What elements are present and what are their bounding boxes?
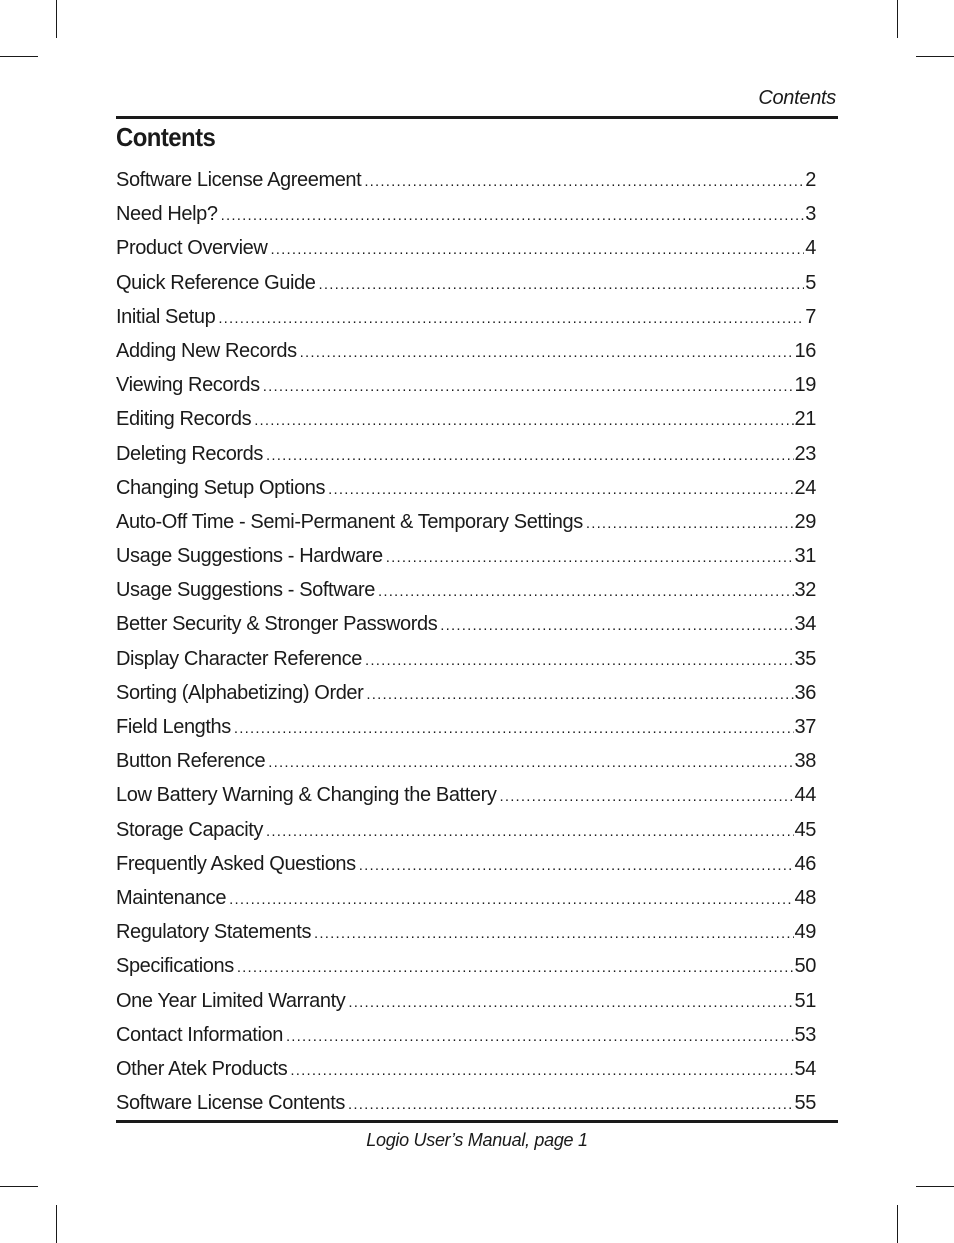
crop-mark-bottom-left-vertical (56, 1205, 57, 1243)
toc-entry-title: Frequently Asked Questions (116, 852, 356, 875)
toc-entry-page: 21 (794, 408, 816, 431)
toc-entry[interactable] (116, 300, 816, 334)
toc-entry-page: 45 (794, 818, 816, 841)
toc-entry-title: Deleting Records (116, 442, 264, 465)
toc-entry-title: Quick Reference Guide (116, 271, 316, 294)
toc-entry-page: 16 (794, 339, 816, 362)
toc-entry-page: 4 (805, 237, 816, 260)
toc-entry[interactable] (116, 915, 816, 949)
toc-entry[interactable] (116, 231, 816, 265)
toc-entry[interactable] (116, 266, 816, 300)
toc-entry-title: Regulatory Statements (116, 921, 312, 944)
toc-entry[interactable] (116, 1086, 816, 1120)
toc-entry[interactable] (116, 607, 816, 641)
toc-entry-title: Need Help? (116, 203, 218, 226)
toc-entry[interactable] (116, 505, 816, 539)
dot-leader (440, 609, 793, 643)
toc-entry-page: 31 (794, 545, 816, 568)
dot-leader (229, 883, 793, 917)
crop-mark-top-left-vertical (56, 0, 57, 38)
toc-entry-page: 3 (805, 203, 816, 226)
dot-leader (290, 1054, 793, 1088)
toc-entry-title: Adding New Records (116, 339, 297, 362)
toc-entry-title: Usage Suggestions - Hardware (116, 545, 383, 568)
toc-entry[interactable] (116, 847, 816, 881)
dot-leader (218, 302, 804, 336)
dot-leader (234, 712, 794, 746)
toc-entry-page: 24 (794, 476, 816, 499)
page-footer: Logio User’s Manual, page 1 (366, 1130, 588, 1150)
toc-entry[interactable] (116, 163, 816, 197)
dot-leader (348, 1088, 794, 1122)
toc-entry-page: 53 (794, 1023, 816, 1046)
crop-mark-top-left-horizontal (0, 56, 38, 57)
toc-entry-page: 35 (794, 647, 816, 670)
toc-entry-title: Display Character Reference (116, 647, 362, 670)
toc-entry[interactable] (116, 881, 816, 915)
dot-leader (348, 986, 793, 1020)
toc-entry-title: Button Reference (116, 750, 266, 773)
toc-entry[interactable] (116, 676, 816, 710)
toc-entry[interactable] (116, 642, 816, 676)
dot-leader (221, 199, 805, 233)
toc-entry-title: Storage Capacity (116, 818, 264, 841)
dot-leader (318, 268, 804, 302)
dot-leader (263, 370, 794, 404)
dot-leader (268, 746, 793, 780)
toc-entry-title: Sorting (Alphabetizing) Order (116, 681, 364, 704)
dot-leader (359, 849, 794, 883)
toc-entry-title: Maintenance (116, 886, 227, 909)
dot-leader (266, 815, 794, 849)
toc-entry-page: 32 (794, 579, 816, 602)
dot-leader (286, 1020, 794, 1054)
toc-entry[interactable] (116, 710, 816, 744)
footer-rule (116, 1120, 838, 1123)
toc-entry[interactable] (116, 949, 816, 983)
toc-entry-page: 19 (794, 374, 816, 397)
crop-mark-top-right-vertical (897, 0, 898, 38)
toc-entry[interactable] (116, 984, 816, 1018)
crop-mark-bottom-left-horizontal (0, 1186, 38, 1187)
toc-entry[interactable] (116, 573, 816, 607)
dot-leader (365, 644, 794, 678)
toc-entry-page: 51 (794, 989, 816, 1012)
toc-entry-title: Specifications (116, 955, 234, 978)
toc-entry-title: Better Security & Stronger Passwords (116, 613, 438, 636)
running-header: Contents (758, 87, 836, 109)
dot-leader (270, 233, 804, 267)
dot-leader (328, 473, 793, 507)
table-of-contents (116, 163, 816, 1120)
dot-leader (266, 439, 794, 473)
toc-entry-page: 49 (794, 921, 816, 944)
toc-entry-page: 34 (794, 613, 816, 636)
toc-entry[interactable] (116, 539, 816, 573)
toc-entry-title: Contact Information (116, 1023, 283, 1046)
toc-entry-page: 46 (794, 852, 816, 875)
toc-entry-title: Changing Setup Options (116, 476, 326, 499)
toc-entry-page: 2 (805, 169, 816, 191)
toc-entry-page: 55 (794, 1092, 816, 1115)
dot-leader (378, 575, 794, 609)
toc-entry-page: 54 (794, 1057, 816, 1080)
dot-leader (364, 165, 804, 199)
toc-entry-title: One Year Limited Warranty (116, 989, 346, 1012)
toc-entry[interactable] (116, 437, 816, 471)
toc-entry[interactable] (116, 197, 816, 231)
dot-leader (386, 541, 794, 575)
toc-entry-page: 29 (794, 510, 816, 533)
dot-leader (300, 336, 794, 370)
toc-entry-title: Software License Contents (116, 1092, 346, 1115)
dot-leader (586, 507, 794, 541)
toc-entry-page: 37 (794, 716, 816, 738)
toc-entry[interactable] (116, 1052, 816, 1086)
crop-mark-bottom-right-horizontal (916, 1186, 954, 1187)
toc-entry-title: Initial Setup (116, 305, 216, 328)
toc-entry-title: Usage Suggestions - Software (116, 579, 375, 602)
toc-entry[interactable] (116, 744, 816, 778)
header-rule (116, 116, 838, 119)
toc-entry-title: Editing Records (116, 408, 252, 431)
toc-entry-title: Auto-Off Time - Semi-Permanent & Temporary Settings (116, 510, 583, 533)
toc-entry-page: 50 (794, 955, 816, 978)
dot-leader (366, 678, 793, 712)
toc-entry[interactable] (116, 471, 816, 505)
dot-leader (254, 404, 793, 438)
crop-mark-bottom-right-vertical (897, 1205, 898, 1243)
toc-entry[interactable] (116, 402, 816, 436)
toc-entry-title: Viewing Records (116, 374, 260, 397)
toc-entry-title: Field Lengths (116, 716, 231, 738)
toc-entry-page: 36 (794, 681, 816, 704)
toc-entry[interactable] (116, 813, 816, 847)
dot-leader (499, 780, 793, 814)
toc-entry[interactable] (116, 1018, 816, 1052)
toc-entry-title: Product Overview (116, 237, 268, 260)
crop-mark-top-right-horizontal (916, 56, 954, 57)
toc-entry-title: Other Atek Products (116, 1057, 288, 1080)
toc-entry-title: Low Battery Warning & Changing the Battery (116, 784, 497, 807)
toc-entry-page: 5 (805, 271, 816, 294)
toc-entry-page: 7 (805, 305, 816, 328)
page-title: Contents (116, 122, 216, 152)
toc-entry-page: 38 (794, 750, 816, 773)
toc-entry-page: 48 (794, 886, 816, 909)
toc-entry-title: Software License Agreement (116, 169, 362, 191)
toc-entry[interactable] (116, 778, 816, 812)
dot-leader (314, 917, 794, 951)
toc-entry-page: 23 (794, 442, 816, 465)
toc-entry[interactable] (116, 334, 816, 368)
toc-entry-page: 44 (794, 784, 816, 807)
toc-entry[interactable] (116, 368, 816, 402)
dot-leader (237, 951, 794, 985)
